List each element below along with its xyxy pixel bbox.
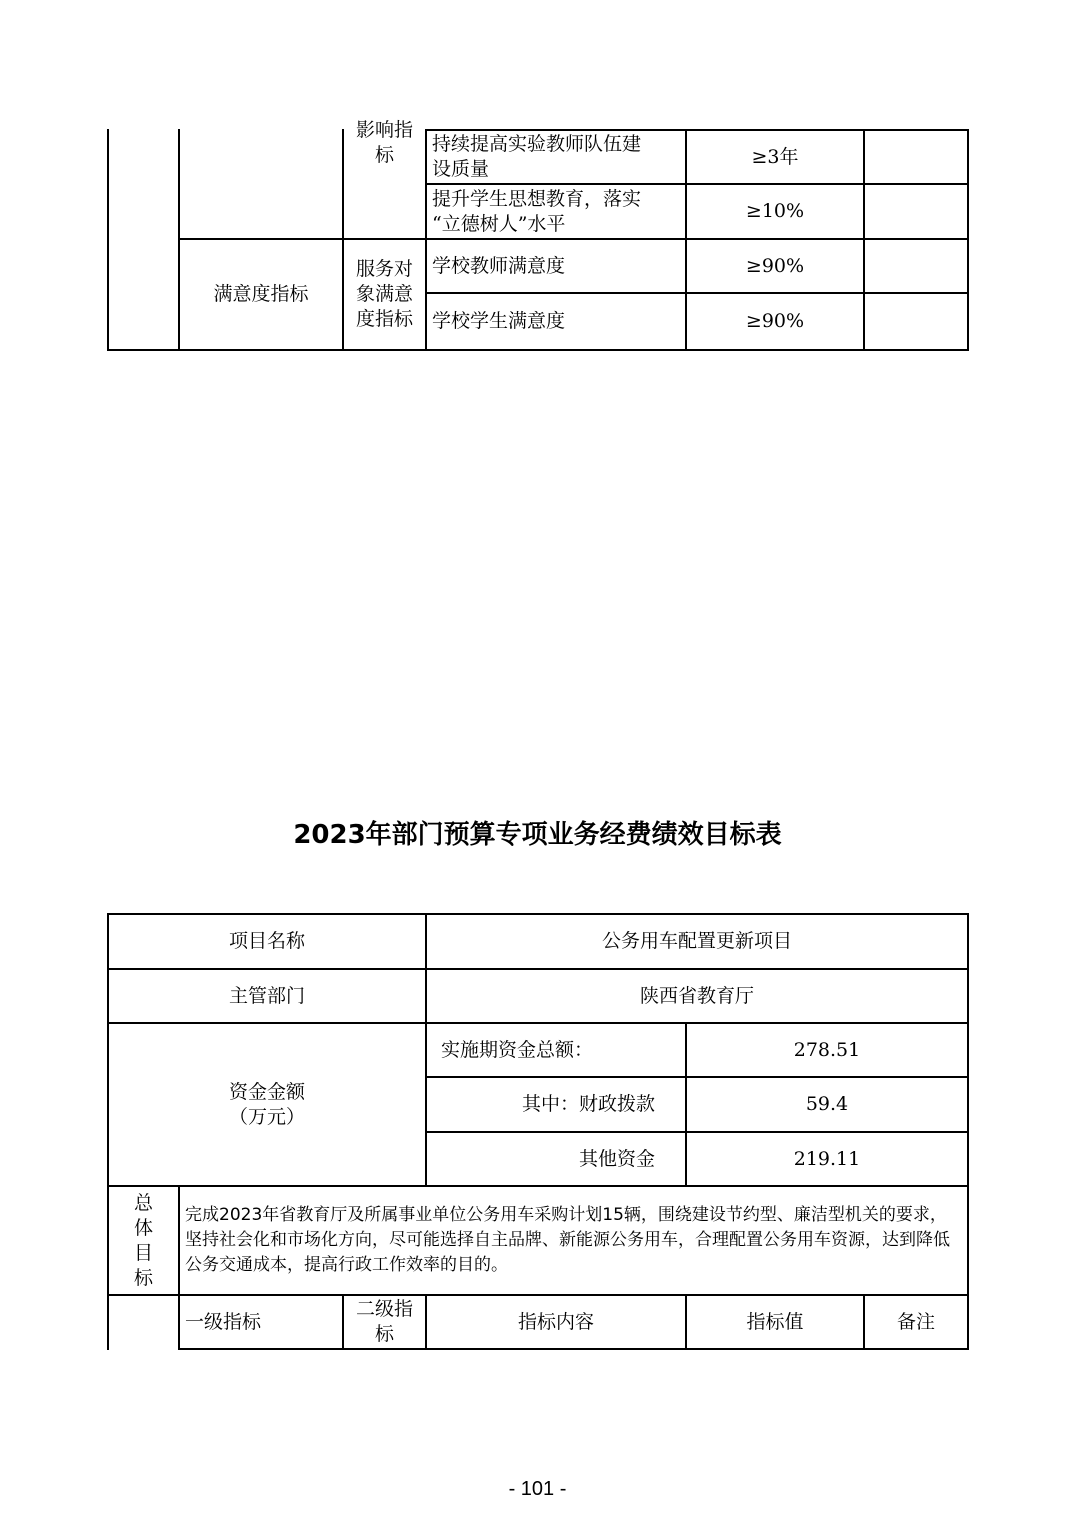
indicator-note bbox=[865, 294, 967, 349]
indicator-note bbox=[865, 131, 967, 183]
header-level1-indicator: 一级指标 bbox=[185, 1310, 262, 1333]
indicator-content: 持续提高实验教师队伍建 设质量 bbox=[432, 133, 642, 180]
department-label: 主管部门 bbox=[228, 984, 305, 1007]
indicator-content: 学校教师满意度 bbox=[432, 254, 566, 277]
fund-other-label: 其他资金 bbox=[578, 1147, 655, 1170]
indicator-content: 学校学生满意度 bbox=[432, 310, 566, 332]
header-level2-indicator: 二级指 标 bbox=[355, 1298, 413, 1345]
level2-service-satisfaction: 服务对 象满意 度指标 bbox=[355, 258, 413, 330]
page-title: 2023年部门预算专项业务经费绩效目标表 bbox=[293, 820, 782, 850]
header-indicator-content: 指标内容 bbox=[517, 1310, 594, 1333]
indicator-value: ≥90% bbox=[745, 310, 805, 332]
header-note: 备注 bbox=[896, 1310, 935, 1333]
fund-other-value: 219.11 bbox=[793, 1147, 861, 1170]
page-number: - 101 - bbox=[508, 1478, 567, 1500]
project-name-label: 项目名称 bbox=[228, 930, 305, 952]
fund-total-label: 实施期资金总额： bbox=[441, 1038, 594, 1061]
level1-satisfaction-indicator: 满意度指标 bbox=[213, 283, 309, 305]
indicator-content: 提升学生思想教育，落实 “立德树人”水平 bbox=[432, 187, 642, 235]
overall-goal-text: 完成2023年省教育厅及所属事业单位公务用车采购计划15辆，围绕建设节约型、廉洁型机关的要求，坚持社会化和市场化方向，尽可能选择自主品牌、新能源公务用车，合理配置公务用车资源，达到降低公务交通成本，提高行政工作效率的目的。 bbox=[185, 1205, 950, 1275]
indicator-value: ≥10% bbox=[745, 200, 805, 222]
fund-total-value: 278.51 bbox=[793, 1038, 861, 1061]
indicator-note bbox=[865, 185, 967, 238]
indicator-note bbox=[865, 240, 967, 292]
indicator-value: ≥3年 bbox=[751, 145, 799, 168]
indicator-value: ≥90% bbox=[745, 254, 805, 277]
department-value: 陕西省教育厅 bbox=[639, 984, 754, 1007]
fund-fiscal-value: 59.4 bbox=[805, 1093, 849, 1115]
header-indicator-value: 指标值 bbox=[746, 1310, 804, 1333]
overall-goal-label: 总 体 目 标 bbox=[133, 1191, 153, 1289]
fund-amount-label: 资金金额 （万元） bbox=[228, 1080, 305, 1128]
project-name-value: 公务用车配置更新项目 bbox=[601, 930, 792, 952]
fund-fiscal-label: 其中：财政拨款 bbox=[521, 1093, 655, 1115]
level2-impact-indicator: 影响指 标 bbox=[355, 119, 413, 166]
